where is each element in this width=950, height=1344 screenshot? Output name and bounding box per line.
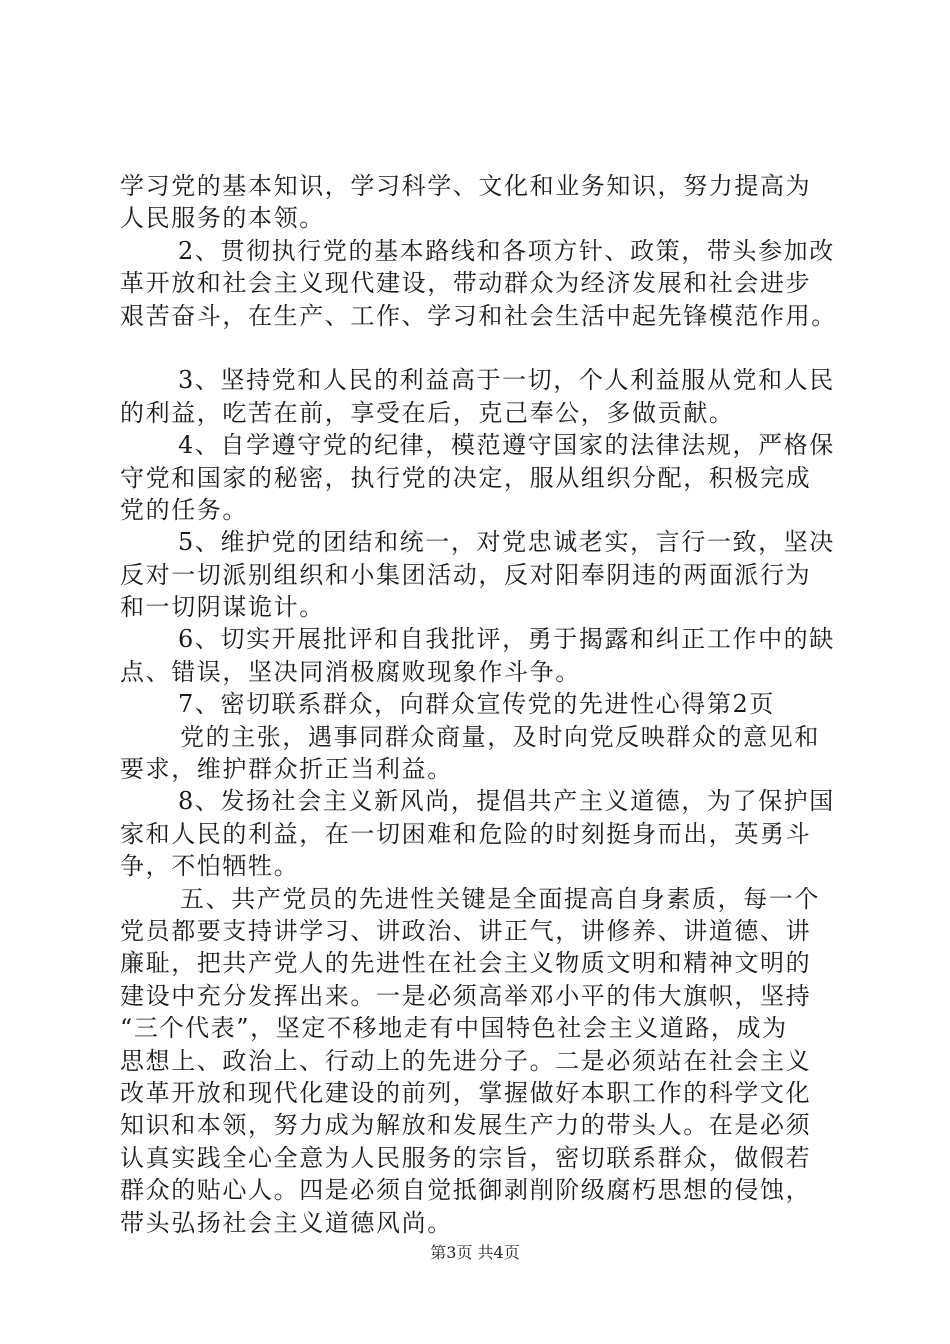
text-line: 家和人民的利益，在一切困难和危险的时刻挺身而出，英勇斗 — [120, 819, 812, 848]
text-line: 革开放和社会主义现代建设，带动群众为经济发展和社会进步 — [120, 269, 812, 298]
text-line: 党的任务。 — [120, 495, 248, 524]
blank-line — [120, 332, 835, 364]
text-line: 党员都要支持讲学习、讲政治、讲正气，讲修养、讲道德、讲 — [120, 916, 812, 945]
document-body — [120, 170, 835, 1239]
text-line: 人民服务的本领。 — [120, 204, 325, 233]
section-5-start: 五、共产党员的先进性关键是全面提高自身素质，每一个 — [180, 884, 820, 913]
text-line: 学习党的基本知识，学习科学、文化和业务知识，努力提高为 — [120, 172, 812, 200]
text-line: 守党和国家的秘密，执行党的决定，服从组织分配，积极完成 — [120, 463, 812, 492]
text-line: 反对一切派别组织和小集团活动，反对阳奉阴违的两面派行为 — [120, 560, 812, 589]
text-line: 带头弘扬社会主义道德风尚。 — [120, 1208, 453, 1237]
paragraph-7-continued: 党的主张，遇事同群众商量，及时向党反映群众的意见和 — [180, 722, 820, 751]
text-line: 争，不怕牺牲。 — [120, 852, 300, 881]
paragraph-8-start: 8、发扬社会主义新风尚，提倡共产主义道德，为了保护国 — [178, 787, 835, 816]
paragraph-5-start: 5、维护党的团结和统一，对党忠诚老实，言行一致，坚决 — [178, 528, 835, 557]
text-line: “三个代表”，坚定不移地走有中国特色社会主义道路，成为 — [120, 1014, 788, 1043]
text-line: 知识和本领，努力成为解放和发展生产力的带头人。在是必须 — [120, 1111, 812, 1140]
text-line: 廉耻，把共产党人的先进性在社会主义物质文明和精神文明的 — [120, 949, 812, 978]
text-line: 点、错误，坚决同消极腐败现象作斗争。 — [120, 657, 581, 686]
paragraph-6-start: 6、切实开展批评和自我批评，勇于揭露和纠正工作中的缺 — [178, 625, 835, 654]
paragraph-4-start: 4、自学遵守党的纪律，模范遵守国家的法律法规，严格保 — [178, 431, 835, 460]
paragraph-3-start: 3、坚持党和人民的利益高于一切，个人利益服从党和人民 — [178, 366, 835, 395]
paragraph-2-start: 2、贯彻执行党的基本路线和各项方针、政策，带头参加改 — [178, 236, 835, 265]
text-line: 要求，维护群众折正当利益。 — [120, 755, 453, 784]
paragraph-7-start: 7、密切联系群众，向群众宣传党的先进性心得第2页 — [178, 690, 775, 719]
text-line: 改革开放和现代化建设的前列，掌握做好本职工作的科学文化 — [120, 1078, 812, 1107]
page-number-footer: 第3页 共4页 — [430, 1243, 520, 1262]
text-line: 的利益，吃苦在前，享受在后，克己奉公，多做贡献。 — [120, 398, 735, 427]
text-line: 思想上、政治上、行动上的先进分子。二是必须站在社会主义 — [120, 1046, 812, 1075]
text-line: 艰苦奋斗，在生产、工作、学习和社会生活中起先锋模范作用。 — [120, 301, 837, 330]
text-line: 建设中充分发挥出来。一是必须高举邓小平的伟大旗帜，坚持 — [120, 981, 812, 1010]
text-line: 和一切阴谋诡计。 — [120, 593, 325, 622]
text-line: 群众的贴心人。四是必须自觉抵御剥削阶级腐朽思想的侵蚀， — [120, 1176, 812, 1205]
text-line: 认真实践全心全意为人民服务的宗旨，密切联系群众，做假若 — [120, 1143, 812, 1172]
